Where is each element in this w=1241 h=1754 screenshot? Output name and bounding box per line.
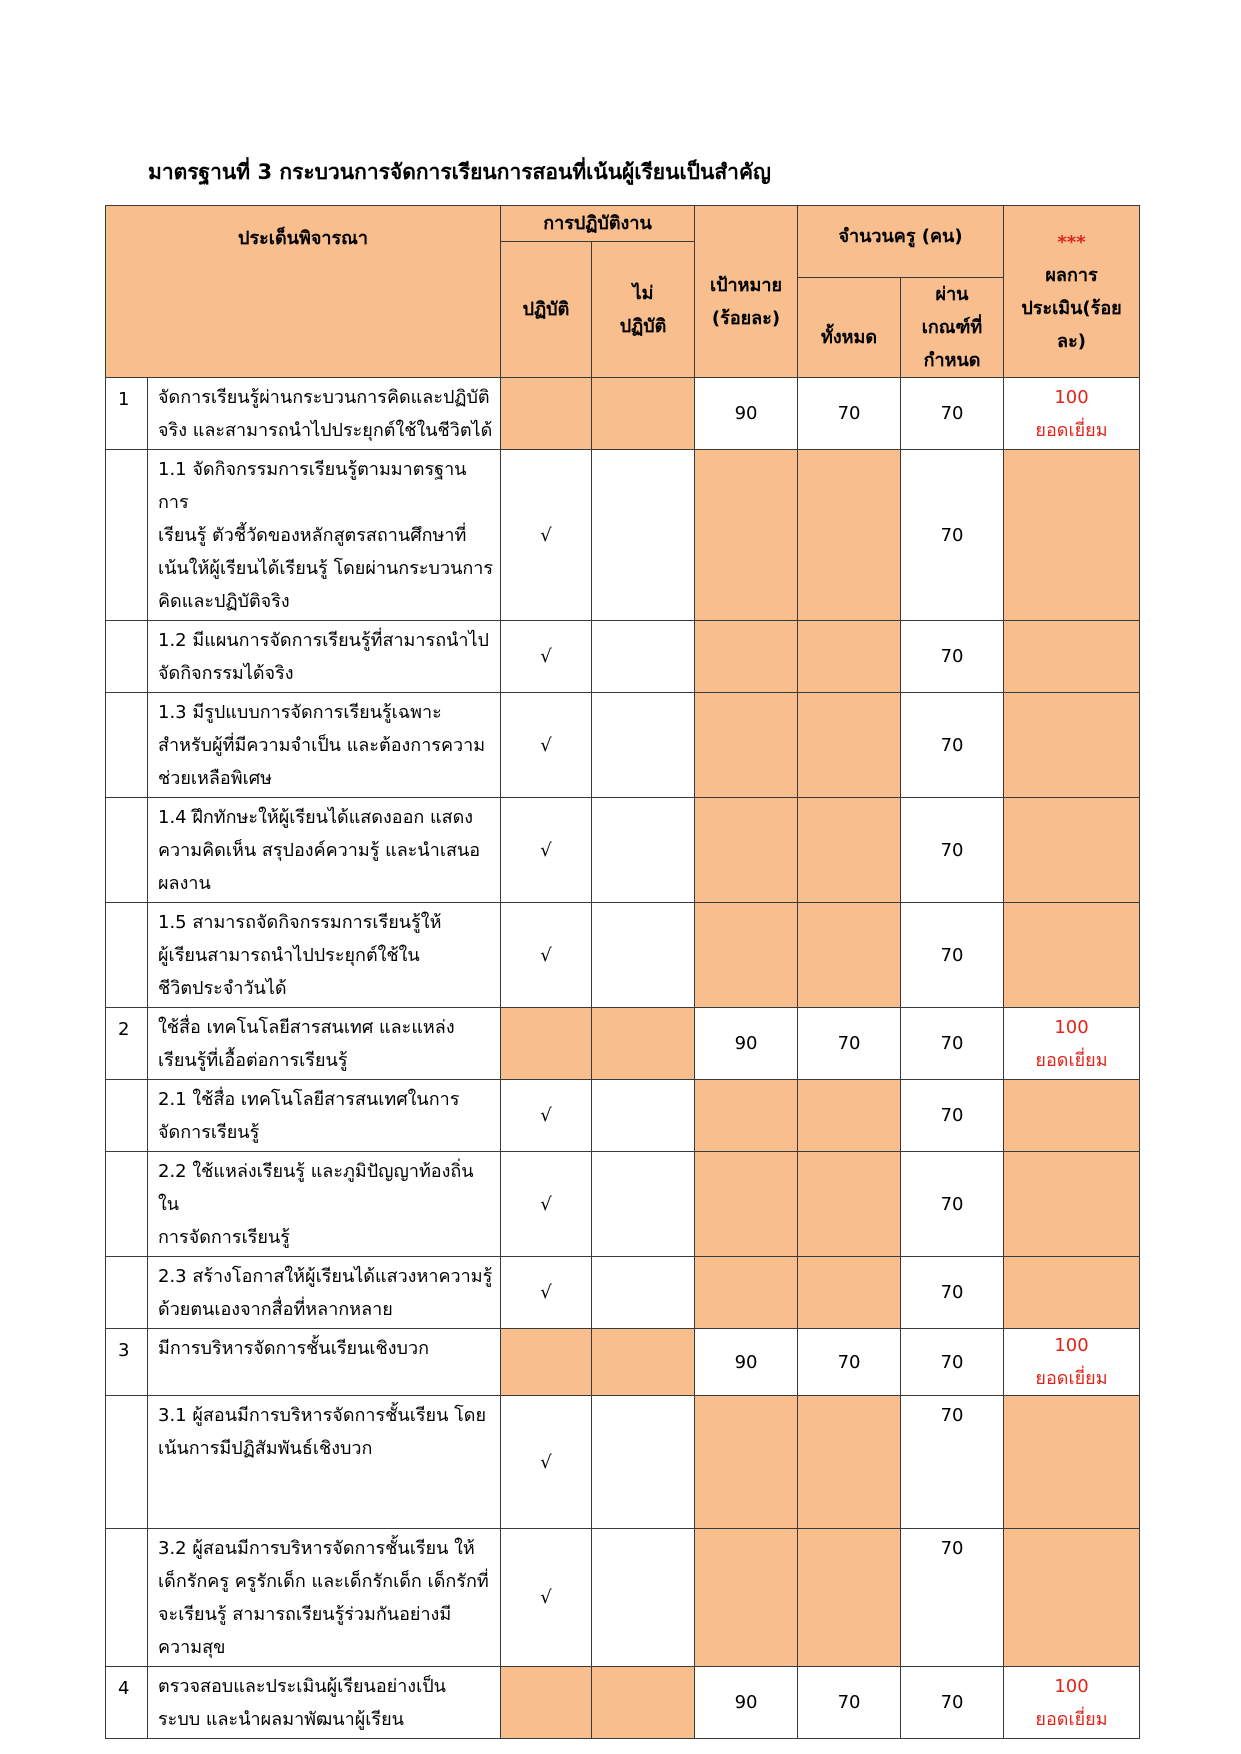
table-row <box>106 1080 1140 1152</box>
practice-cell <box>501 1008 592 1080</box>
row-topic <box>148 378 501 450</box>
result-cell <box>1004 621 1140 693</box>
passed-cell-text: 70 <box>940 646 964 667</box>
passed-cell-text: 70 <box>940 1282 964 1303</box>
table-row <box>106 621 1140 693</box>
practice-cell <box>501 1152 592 1257</box>
total-cell <box>798 1529 901 1667</box>
row-number-text: 4 <box>118 1678 130 1699</box>
result-cell <box>1004 450 1140 621</box>
result-cell <box>1004 1152 1140 1257</box>
total-cell <box>798 1152 901 1257</box>
target-cell <box>695 903 798 1008</box>
no-practice-cell <box>592 378 695 450</box>
row-number <box>106 1529 148 1667</box>
passed-cell <box>901 378 1004 450</box>
target-cell <box>695 1667 798 1739</box>
practice-cell <box>501 798 592 903</box>
target-cell <box>695 1008 798 1080</box>
practice-cell <box>501 1396 592 1529</box>
passed-cell-text: 70 <box>940 1538 964 1559</box>
row-number <box>106 798 148 903</box>
result-score: 100 <box>1054 386 1089 408</box>
practice-cell <box>501 1667 592 1739</box>
row-number <box>106 903 148 1008</box>
practice-cell <box>501 1257 592 1329</box>
practice-cell <box>501 621 592 693</box>
header-no-practice: ไม่ ปฏิบัติ <box>592 242 695 378</box>
header-stars: *** <box>1057 231 1086 253</box>
total-cell-text: 70 <box>837 1692 861 1713</box>
row-subtopic-text: 3.1 ผู้สอนมีการบริหารจัดการชั้นเรียน โดย เน้นการมีปฏิสัมพันธ์เชิงบวก <box>158 1405 486 1459</box>
practice-cell-text: √ <box>540 1282 552 1303</box>
row-number <box>106 1080 148 1152</box>
passed-cell-text: 70 <box>940 403 964 424</box>
total-cell <box>798 798 901 903</box>
row-number <box>106 1008 148 1080</box>
table-row <box>106 378 1140 450</box>
header-practice: ปฏิบัติ <box>501 242 592 378</box>
no-practice-cell <box>592 450 695 621</box>
total-cell-text: 70 <box>837 1351 861 1373</box>
row-subtopic <box>148 621 501 693</box>
practice-cell-text: √ <box>540 1451 552 1473</box>
practice-cell-text: √ <box>540 944 552 966</box>
standard-3-table <box>105 205 1140 1739</box>
row-subtopic-text: 1.1 จัดกิจกรรมการเรียนรู้ตามมาตรฐานการ เรียนรู้ ตัวชี้วัดของหลักสูตรสถานศึกษาที่ เน้นให้ผู้เรียนได้เรียนรู้ โดยผ่านกระบวนการ คิดและปฏิบัติจริง <box>158 459 494 612</box>
row-subtopic <box>148 1257 501 1329</box>
total-cell-text: 70 <box>837 1033 861 1054</box>
practice-cell <box>501 378 592 450</box>
passed-cell <box>901 1329 1004 1396</box>
row-number <box>106 450 148 621</box>
practice-cell-text: √ <box>540 839 552 861</box>
table-row <box>106 1329 1140 1396</box>
row-number-text: 2 <box>118 1019 130 1040</box>
passed-cell <box>901 693 1004 798</box>
result-cell <box>1004 693 1140 798</box>
no-practice-cell <box>592 621 695 693</box>
practice-cell-text: √ <box>540 1587 552 1608</box>
result-cell <box>1004 1329 1140 1396</box>
passed-cell-text: 70 <box>940 839 964 861</box>
table-row <box>106 693 1140 798</box>
header-result: *** ผลการ ประเมิน(ร้อย ละ) <box>1004 206 1140 378</box>
practice-cell <box>501 1080 592 1152</box>
row-subtopic-text: 3.2 ผู้สอนมีการบริหารจัดการชั้นเรียน ให้ เด็กรักครู ครูรักเด็ก และเด็กรักเด็ก เด็กรักที่ จะเรียนรู้ สามารถเรียนรู้ร่วมกันอย่างมี ความสุข <box>158 1538 489 1658</box>
row-number-text: 1 <box>118 389 130 410</box>
table-row <box>106 450 1140 621</box>
row-subtopic <box>148 450 501 621</box>
table-row <box>106 1257 1140 1329</box>
result-cell <box>1004 1667 1140 1739</box>
row-number <box>106 1667 148 1739</box>
result-cell <box>1004 798 1140 903</box>
practice-cell <box>501 450 592 621</box>
passed-cell-text: 70 <box>940 1405 964 1426</box>
no-practice-cell <box>592 798 695 903</box>
header-target: เป้าหมาย (ร้อยละ) <box>695 206 798 378</box>
total-cell <box>798 1008 901 1080</box>
no-practice-cell <box>592 1667 695 1739</box>
row-subtopic <box>148 798 501 903</box>
row-topic-text: จัดการเรียนรู้ผ่านกระบวนการคิดและปฏิบัติ จริง และสามารถนำไปประยุกต์ใช้ในชีวิตได้ <box>158 387 493 441</box>
target-cell-text: 90 <box>734 1033 758 1054</box>
table-body <box>106 378 1140 1739</box>
result-score: 100 <box>1054 1016 1089 1038</box>
no-practice-cell <box>592 1257 695 1329</box>
row-topic <box>148 1329 501 1396</box>
total-cell <box>798 903 901 1008</box>
header-total: ทั้งหมด <box>798 278 901 378</box>
table-row <box>106 1529 1140 1667</box>
passed-cell <box>901 1529 1004 1667</box>
result-cell <box>1004 1529 1140 1667</box>
result-cell <box>1004 1396 1140 1529</box>
no-practice-cell <box>592 903 695 1008</box>
passed-cell <box>901 1396 1004 1529</box>
page-title: มาตรฐานที่ 3 กระบวนการจัดการเรียนการสอนที่เน้นผู้เรียนเป็นสำคัญ <box>148 160 771 184</box>
row-subtopic-text: 2.2 ใช้แหล่งเรียนรู้ และภูมิปัญญาท้องถิ่นใน การจัดการเรียนรู้ <box>158 1161 474 1248</box>
row-subtopic <box>148 1152 501 1257</box>
no-practice-cell <box>592 1329 695 1396</box>
total-cell <box>798 378 901 450</box>
passed-cell-text: 70 <box>940 1351 964 1373</box>
result-cell <box>1004 1080 1140 1152</box>
passed-cell-text: 70 <box>940 1193 964 1215</box>
result-level: ยอดเยี่ยม <box>1035 419 1108 441</box>
practice-cell <box>501 903 592 1008</box>
result-cell <box>1004 378 1140 450</box>
target-cell-text: 90 <box>734 1692 758 1713</box>
result-level: ยอดเยี่ยม <box>1035 1708 1108 1730</box>
target-cell <box>695 1529 798 1667</box>
passed-cell-text: 70 <box>940 1033 964 1054</box>
target-cell <box>695 378 798 450</box>
header-passed: ผ่าน เกณฑ์ที่ กำหนด <box>901 278 1004 378</box>
practice-cell-text: √ <box>540 524 552 546</box>
result-level: ยอดเยี่ยม <box>1035 1049 1108 1071</box>
row-topic-text: มีการบริหารจัดการชั้นเรียนเชิงบวก <box>158 1338 429 1359</box>
target-cell <box>695 621 798 693</box>
result-cell <box>1004 1257 1140 1329</box>
row-subtopic <box>148 693 501 798</box>
practice-cell <box>501 1529 592 1667</box>
row-subtopic <box>148 1080 501 1152</box>
row-topic-text: ใช้สื่อ เทคโนโลยีสารสนเทศ และแหล่ง เรียนรู้ที่เอื้อต่อการเรียนรู้ <box>158 1017 455 1071</box>
row-number <box>106 1152 148 1257</box>
no-practice-cell <box>592 1529 695 1667</box>
header-consider: ประเด็นพิจารณา <box>106 206 501 378</box>
passed-cell-text: 70 <box>940 1692 964 1713</box>
target-cell <box>695 1152 798 1257</box>
practice-cell-text: √ <box>540 646 552 667</box>
practice-cell-text: √ <box>540 1105 552 1126</box>
total-cell <box>798 450 901 621</box>
total-cell-text: 70 <box>837 403 861 424</box>
row-number <box>106 693 148 798</box>
target-cell <box>695 1329 798 1396</box>
no-practice-cell <box>592 1152 695 1257</box>
row-number <box>106 1257 148 1329</box>
total-cell <box>798 1667 901 1739</box>
table-row <box>106 1667 1140 1739</box>
practice-cell-text: √ <box>540 734 552 756</box>
passed-cell <box>901 798 1004 903</box>
target-cell-text: 90 <box>734 1351 758 1373</box>
practice-cell-text: √ <box>540 1193 552 1215</box>
row-number <box>106 1396 148 1529</box>
result-cell <box>1004 903 1140 1008</box>
row-subtopic <box>148 903 501 1008</box>
practice-cell <box>501 1329 592 1396</box>
row-topic <box>148 1667 501 1739</box>
row-topic-text: ตรวจสอบและประเมินผู้เรียนอย่างเป็น ระบบ และนำผลมาพัฒนาผู้เรียน <box>158 1676 446 1730</box>
target-cell <box>695 693 798 798</box>
result-cell <box>1004 1008 1140 1080</box>
table-row <box>106 903 1140 1008</box>
target-cell <box>695 1080 798 1152</box>
total-cell <box>798 1257 901 1329</box>
row-topic <box>148 1008 501 1080</box>
total-cell <box>798 1329 901 1396</box>
total-cell <box>798 1080 901 1152</box>
header-teachers-group: จำนวนครู (คน) <box>798 206 1004 278</box>
passed-cell-text: 70 <box>940 944 964 966</box>
row-subtopic-text: 2.1 ใช้สื่อ เทคโนโลยีสารสนเทศในการ จัดการเรียนรู้ <box>158 1089 460 1143</box>
table-row <box>106 1008 1140 1080</box>
no-practice-cell <box>592 1080 695 1152</box>
table-row <box>106 1396 1140 1529</box>
passed-cell <box>901 450 1004 621</box>
passed-cell-text: 70 <box>940 734 964 756</box>
row-subtopic-text: 1.2 มีแผนการจัดการเรียนรู้ที่สามารถนำไป จัดกิจกรรมได้จริง <box>158 630 489 684</box>
practice-cell <box>501 693 592 798</box>
row-subtopic-text: 1.4 ฝึกทักษะให้ผู้เรียนได้แสดงออก แสดง ความคิดเห็น สรุปองค์ความรู้ และนำเสนอ ผลงาน <box>158 807 481 894</box>
row-number <box>106 621 148 693</box>
row-number-text: 3 <box>118 1340 130 1361</box>
result-score: 100 <box>1054 1335 1089 1356</box>
row-subtopic-text: 1.3 มีรูปแบบการจัดการเรียนรู้เฉพาะ สำหรับผู้ที่มีความจำเป็น และต้องการความ ช่วยเหลือพิเศษ <box>158 702 486 789</box>
row-subtopic-text: 1.5 สามารถจัดกิจกรรมการเรียนรู้ให้ ผู้เรียนสามารถนำไปประยุกต์ใช้ใน ชีวิตประจำวันได้ <box>158 912 442 999</box>
passed-cell <box>901 621 1004 693</box>
row-subtopic <box>148 1396 501 1529</box>
passed-cell <box>901 1667 1004 1739</box>
target-cell <box>695 798 798 903</box>
no-practice-cell <box>592 1396 695 1529</box>
row-subtopic-text: 2.3 สร้างโอกาสให้ผู้เรียนได้แสวงหาความรู้ ด้วยตนเองจากสื่อที่หลากหลาย <box>158 1266 493 1320</box>
target-cell <box>695 1396 798 1529</box>
passed-cell-text: 70 <box>940 524 964 546</box>
passed-cell <box>901 1257 1004 1329</box>
result-score: 100 <box>1054 1675 1089 1697</box>
row-number <box>106 1329 148 1396</box>
passed-cell <box>901 903 1004 1008</box>
total-cell <box>798 1396 901 1529</box>
no-practice-cell <box>592 1008 695 1080</box>
header-practice-group: การปฏิบัติงาน <box>501 206 695 242</box>
result-level: ยอดเยี่ยม <box>1035 1368 1108 1389</box>
row-subtopic <box>148 1529 501 1667</box>
passed-cell-text: 70 <box>940 1105 964 1126</box>
no-practice-cell <box>592 693 695 798</box>
target-cell-text: 90 <box>734 403 758 424</box>
passed-cell <box>901 1008 1004 1080</box>
row-number <box>106 378 148 450</box>
table-row <box>106 798 1140 903</box>
table-row <box>106 1152 1140 1257</box>
target-cell <box>695 1257 798 1329</box>
total-cell <box>798 693 901 798</box>
passed-cell <box>901 1152 1004 1257</box>
passed-cell <box>901 1080 1004 1152</box>
target-cell <box>695 450 798 621</box>
total-cell <box>798 621 901 693</box>
